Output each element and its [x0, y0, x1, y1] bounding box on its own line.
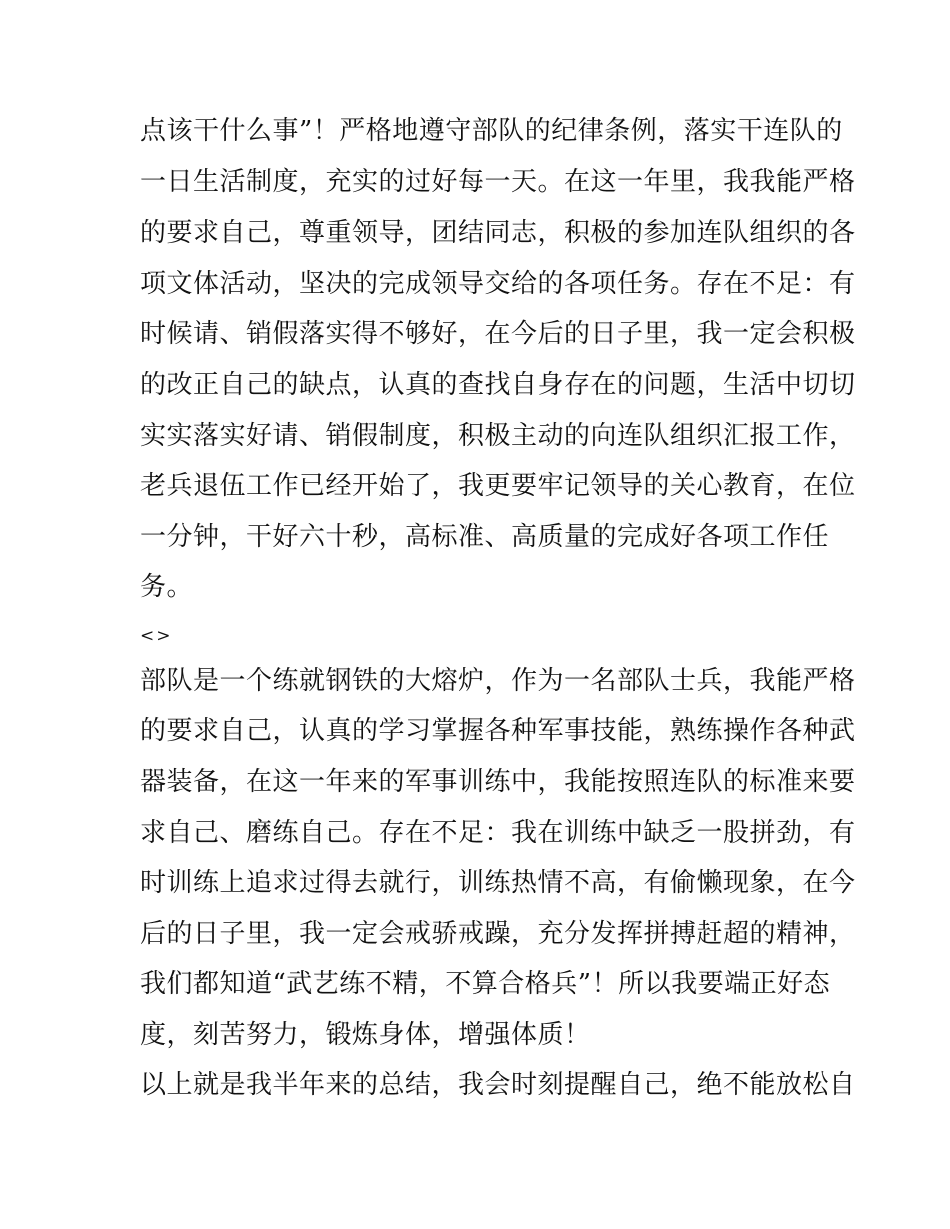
- text-line: 求自己、磨练自己。存在不足：我在训练中缺乏一股拼劲，有: [140, 818, 856, 848]
- text-line: 的要求自己，尊重领导，团结同志，积极的参加连队组织的各: [140, 218, 856, 248]
- text-line: 我们都知道“武艺练不精，不算合格兵”！所以我要端正好态: [140, 969, 831, 999]
- text-line: 一分钟，干好六十秒，高标准、高质量的完成好各项工作任: [140, 522, 830, 552]
- text-line: 点该干什么事”！严格地遵守部队的纪律条例，落实干连队的: [140, 116, 843, 146]
- text-line: 项文体活动，坚决的完成领导交给的各项任务。存在不足：有: [140, 269, 856, 299]
- text-line: 以上就是我半年来的总结，我会时刻提醒自己，绝不能放松自: [140, 1070, 856, 1100]
- text-line: 后的日子里，我一定会戒骄戒躁，充分发挥拼搏赶超的精神，: [140, 919, 856, 949]
- text-line: 务。: [140, 572, 194, 602]
- text-line: 时候请、销假落实得不够好，在今后的日子里，我一定会积极: [140, 319, 856, 349]
- section-separator: <>: [140, 626, 173, 646]
- text-line: 器装备，在这一年来的军事训练中，我能按照连队的标准来要: [140, 767, 856, 797]
- text-line: 部队是一个练就钢铁的大熔炉，作为一名部队士兵，我能严格: [140, 666, 856, 696]
- text-line: 时训练上追求过得去就行，训练热情不高，有偷懒现象，在今: [140, 868, 856, 898]
- text-line: 的改正自己的缺点，认真的查找自身存在的问题，生活中切切: [140, 370, 856, 400]
- text-line: 实实落实好请、销假制度，积极主动的向连队组织汇报工作，: [140, 421, 856, 451]
- text-line: 的要求自己，认真的学习掌握各种军事技能，熟练操作各种武: [140, 716, 856, 746]
- text-line: 度，刻苦努力，锻炼身体，增强体质！: [140, 1020, 591, 1050]
- text-line: 一日生活制度，充实的过好每一天。在这一年里，我我能严格: [140, 167, 856, 197]
- text-line: 老兵退伍工作已经开始了，我更要牢记领导的关心教育，在位: [140, 471, 856, 501]
